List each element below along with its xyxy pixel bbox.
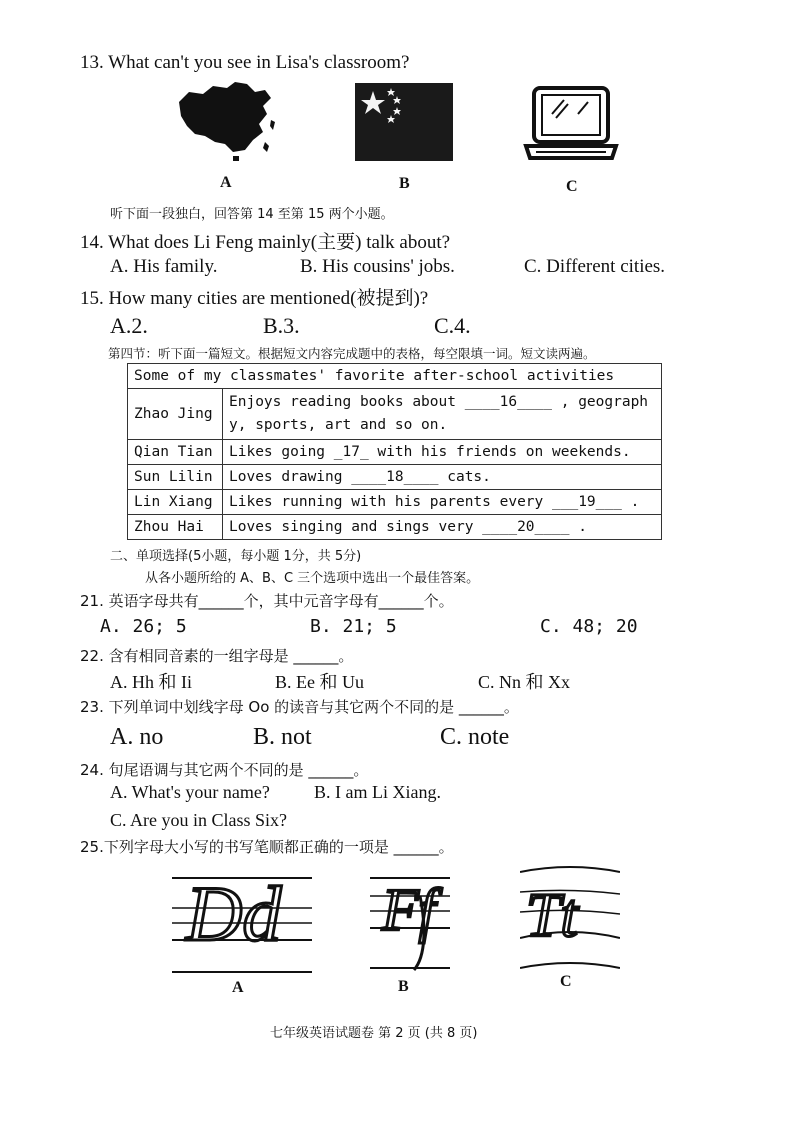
- handwriting-dd-letters: Dd: [186, 870, 282, 957]
- section4-instruction: 第四节：听下面一篇短文。根据短文内容完成题中的表格，每空限填一词。短文读两遍。: [108, 346, 596, 361]
- q23-option-b[interactable]: B. not: [253, 724, 312, 750]
- q24-text: 24. 句尾语调与其它两个不同的是 ______。: [80, 761, 369, 779]
- q15-option-a[interactable]: A.2.: [110, 313, 148, 338]
- q23-option-c[interactable]: C. note: [440, 724, 510, 750]
- table-name-cell: Qian Tian: [128, 440, 223, 465]
- q21-option-b[interactable]: B. 21; 5: [310, 616, 397, 637]
- activities-table: [127, 363, 662, 540]
- q22-text: 22. 含有相同音素的一组字母是 ______。: [80, 647, 354, 665]
- q15-option-c[interactable]: C.4.: [434, 313, 471, 338]
- handwriting-dd-picture: [172, 868, 312, 978]
- q15-text: 15. How many cities are mentioned(被提到)?: [80, 288, 429, 309]
- q22-option-b[interactable]: B. Ee 和 Uu: [275, 672, 364, 692]
- table-row: [128, 440, 662, 465]
- q25-option-a[interactable]: A: [232, 979, 244, 996]
- table-header: Some of my classmates' favorite after-school activities: [128, 364, 662, 389]
- instruction-14-15: 听下面一段独白，回答第 14 至第 15 两个小题。: [110, 207, 394, 222]
- table-activity-cell: Enjoys reading books about ____16____ , geography, sports, art and so on.: [223, 389, 662, 440]
- q21-option-c[interactable]: C. 48; 20: [540, 616, 638, 637]
- page-footer: 七年级英语试题卷 第 2 页 (共 8 页): [270, 1026, 478, 1041]
- q25-text: 25.下列字母大小写的书写笔顺都正确的一项是 ______。: [80, 838, 454, 856]
- q21-text: 21. 英语字母共有______个，其中元音字母有______个。: [80, 592, 454, 610]
- q24-option-c[interactable]: C. Are you in Class Six?: [110, 810, 288, 830]
- table-activity-cell: Likes running with his parents every ___19___ .: [223, 490, 662, 515]
- handwriting-ff-letters: Ff: [382, 877, 436, 943]
- q22-option-a[interactable]: A. Hh 和 Ii: [110, 672, 192, 692]
- handwriting-tt-letters: Tt: [526, 882, 578, 950]
- part2-title: 二、单项选择(5小题，每小题 1分，共 5分): [110, 549, 362, 564]
- table-activity-cell: Loves singing and sings very ____20____ .: [223, 515, 662, 540]
- china-map-picture: [175, 80, 277, 162]
- table-activity-cell: Loves drawing ____18____ cats.: [223, 465, 662, 490]
- q13-option-c[interactable]: C: [566, 178, 578, 195]
- table-name-cell: Lin Xiang: [128, 490, 223, 515]
- q14-option-a[interactable]: A. His family.: [110, 256, 218, 277]
- table-name-cell: Zhou Hai: [128, 515, 223, 540]
- table-row: [128, 490, 662, 515]
- q13-option-b[interactable]: B: [399, 175, 410, 192]
- q25-option-c[interactable]: C: [560, 973, 572, 990]
- table-activity-cell: Likes going _17_ with his friends on weekends.: [223, 440, 662, 465]
- q13-option-a[interactable]: A: [220, 174, 232, 191]
- q24-option-b[interactable]: B. I am Li Xiang.: [314, 782, 441, 802]
- q14-option-c[interactable]: C. Different cities.: [524, 256, 666, 277]
- q21-option-a[interactable]: A. 26; 5: [100, 616, 187, 637]
- table-name-cell: Sun Lilin: [128, 465, 223, 490]
- handwriting-tt-picture: [520, 858, 620, 973]
- table-row: [128, 515, 662, 540]
- q14-option-b[interactable]: B. His cousins' jobs.: [300, 256, 455, 277]
- q25-option-b[interactable]: B: [398, 978, 409, 995]
- q14-text: 14. What does Li Feng mainly(主要) talk about?: [80, 232, 451, 253]
- table-row: [128, 465, 662, 490]
- handwriting-ff-picture: [370, 866, 450, 978]
- q24-option-a[interactable]: A. What's your name?: [110, 782, 270, 802]
- table-name-cell: Zhao Jing: [128, 389, 223, 440]
- q13-text: 13. What can't you see in Lisa's classroom?: [80, 52, 410, 73]
- q23-text: 23. 下列单词中划线字母 Oo 的读音与其它两个不同的是 ______。: [80, 698, 519, 716]
- flag-picture: [355, 83, 453, 161]
- part2-instruction: 从各小题所给的 A、B、C 三个选项中选出一个最佳答案。: [145, 571, 480, 586]
- laptop-picture: [522, 84, 620, 166]
- q22-option-c[interactable]: C. Nn 和 Xx: [478, 672, 571, 692]
- q15-option-b[interactable]: B.3.: [263, 313, 300, 338]
- table-row: [128, 389, 662, 440]
- q23-option-a[interactable]: A. no: [110, 724, 164, 750]
